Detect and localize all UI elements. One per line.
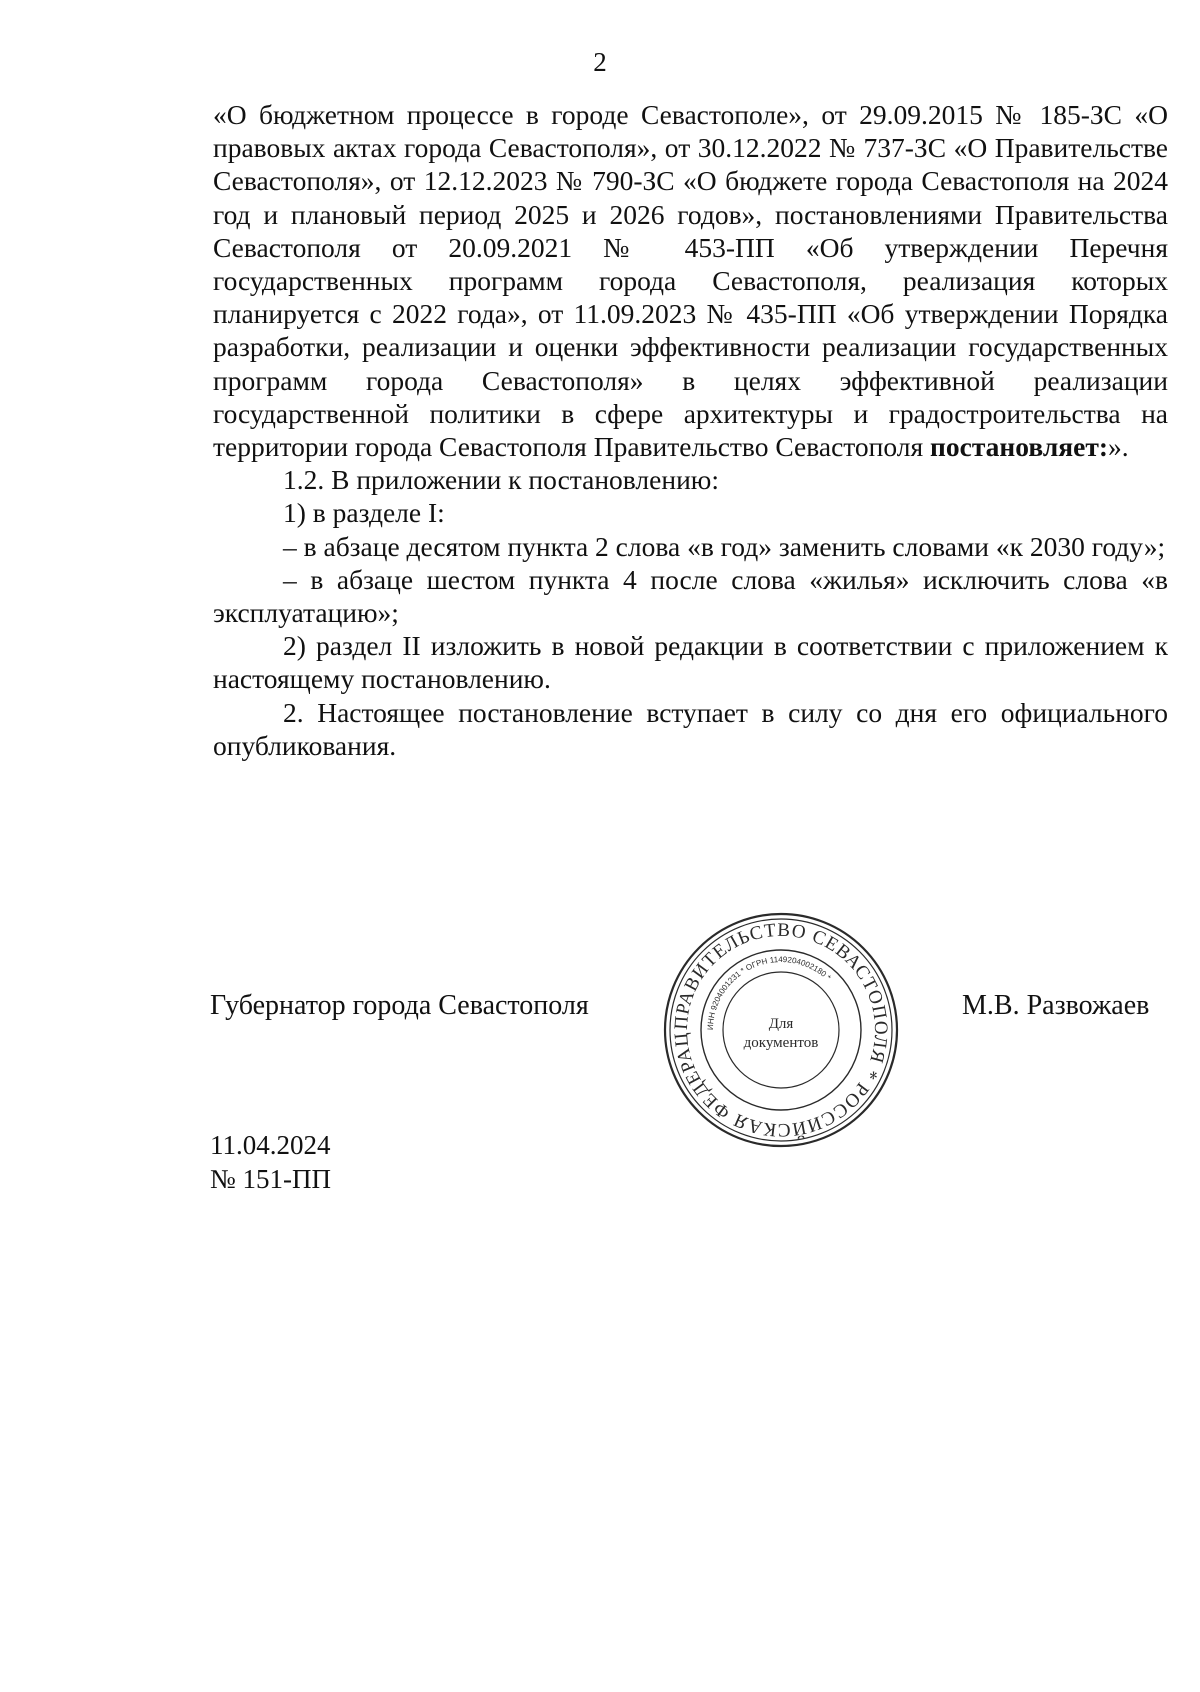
signatory-title: Губернатор города Севастополя — [210, 990, 589, 1021]
paragraph-section-1: 1) в разделе I: — [283, 497, 445, 529]
seal-center-line-2: документов — [743, 1035, 819, 1051]
paragraph-amend-point-4: – в абзаце шестом пункта 4 после слова «жилья» исключить слова «в эксплуатацию»; — [213, 563, 1168, 629]
document-body — [213, 98, 1168, 762]
paragraph-legal-basis — [213, 98, 1168, 463]
paragraph-section-2: 2) раздел II изложить в новой редакции в соответствии с приложением к настоящему постановлению. — [213, 630, 1168, 695]
paragraph-effective-date: 2. Настоящее постановление вступает в силу со дня его официального опубликования. — [213, 696, 1168, 761]
seal-center-line-1: Для — [768, 1016, 794, 1032]
signatory-name: М.В. Развожаев — [962, 990, 1150, 1021]
document-number: № 151-ПП — [210, 1164, 331, 1194]
seal-outer-text: ПРАВИТЕЛЬСТВО СЕВАСТОПОЛЯ * РОССИЙСКАЯ ФЕДЕРАЦ — [670, 919, 892, 1141]
seal-inner-text: ИНН 9204001231 * ОГРН 1149204002180 * — [705, 954, 833, 1031]
document-date: 11.04.2024 — [210, 1130, 331, 1160]
legal-basis-text: «О бюджетном процессе в городе Севастополе», от 29.09.2015 № 185-ЗС «О правовых актах города Севастополя», от 30.12.2022 № 737-ЗС «О Правительстве Севастополя», от 12.12.2023 № 790-ЗС «О бюджете города Севастополя на 2024 год и плановый период 2025 и 2026 годов», постановлениями Правительства Севастополя от 20.09.2021 № 453-ПП «Об утверждении Перечня государственных программ города Севастополя, реализация которых планируется с 2022 года», от 11.09.2023 № 435-ПП «Об утверждении Порядка разработки, реализации и оценки эффективности реализации государственных программ города Севастополя» в целях эффективной реализации государственной политики в сфере архитектуры и градостроительства на территории города Севастополя Правительство Севастополя — [213, 99, 1168, 463]
official-seal — [661, 910, 901, 1150]
seal-stamp-icon — [661, 910, 901, 1150]
decree-keyword: постановляет: — [930, 431, 1109, 463]
paragraph-1-2: 1.2. В приложении к постановлению: — [283, 464, 719, 496]
legal-basis-end: ». — [1108, 431, 1129, 463]
page-number: 2 — [593, 47, 607, 77]
paragraph-amend-point-2: – в абзаце десятом пункта 2 слова «в год» заменить словами «к 2030 году»; — [283, 530, 1166, 562]
